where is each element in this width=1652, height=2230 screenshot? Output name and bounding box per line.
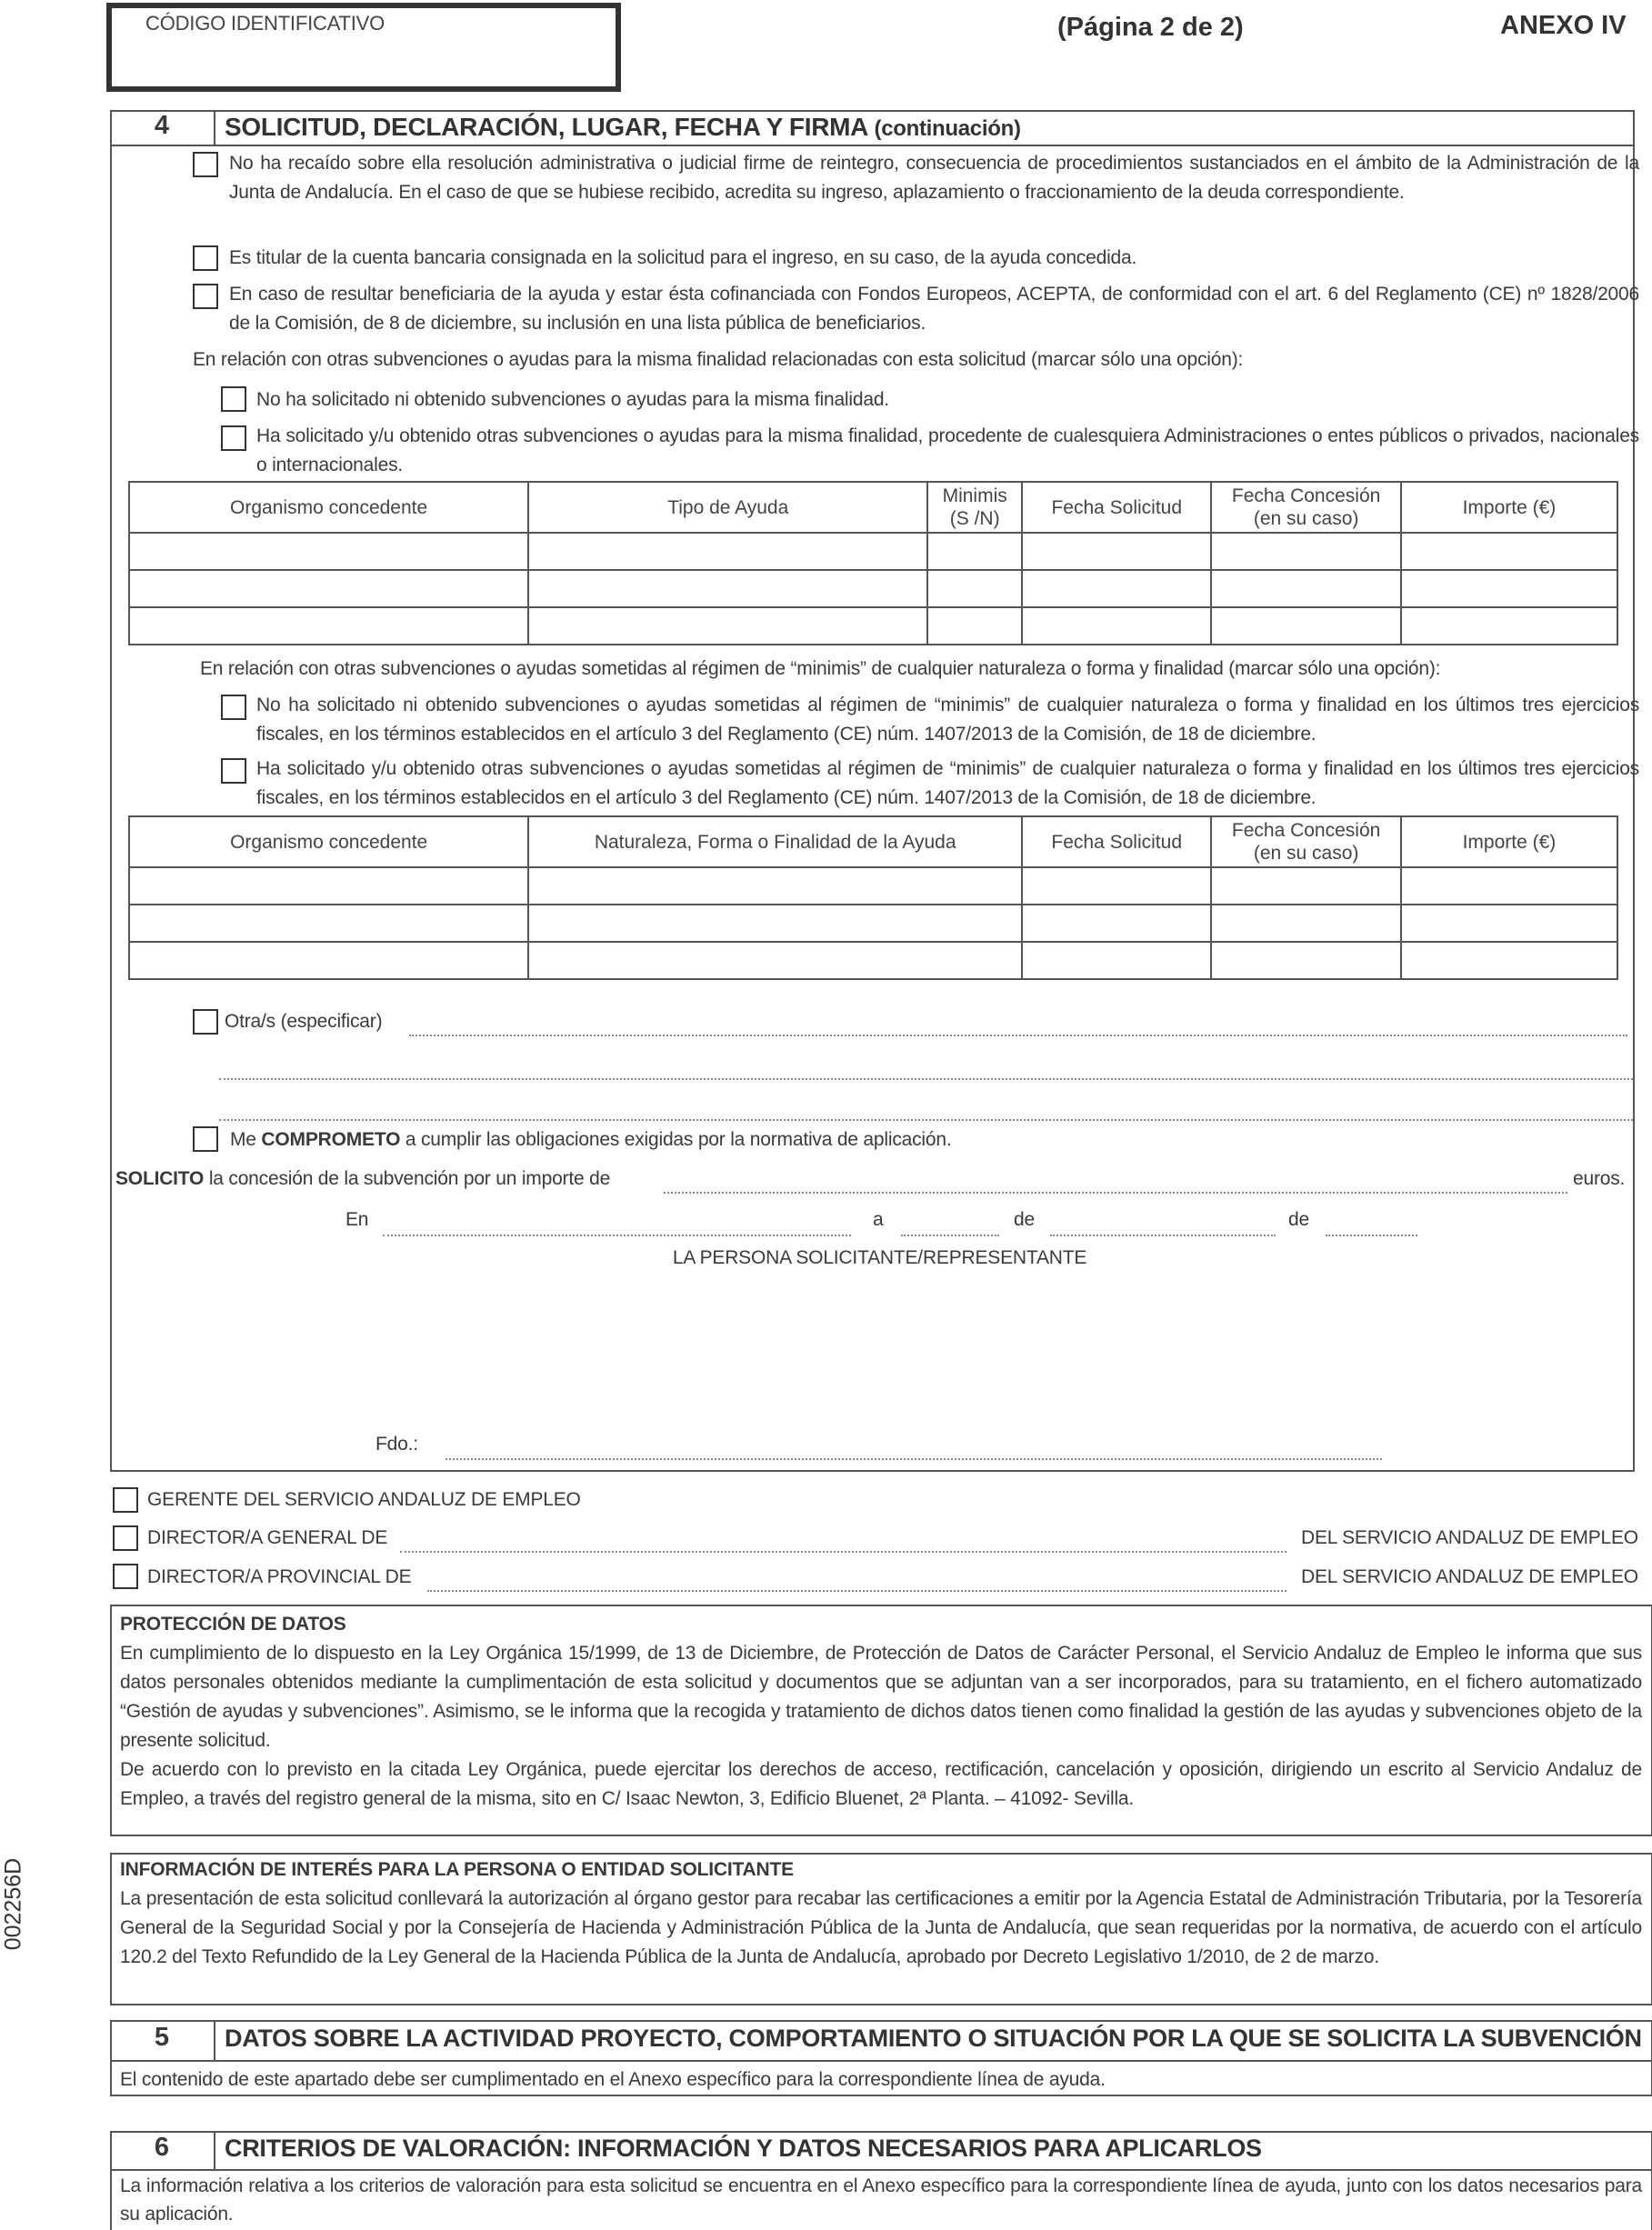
section-4-header-line xyxy=(110,145,1635,146)
declaration-cuenta-bancaria: Es titular de la cuenta bancaria consignada en la solicitud para el ingreso, en su caso, de la ayuda concedida. xyxy=(229,247,1137,268)
page-indicator: (Página 2 de 2) xyxy=(1057,13,1244,42)
checkbox-director-general[interactable] xyxy=(113,1525,138,1551)
informacion-p1: La presentación de esta solicitud conllevará la autorización al órgano gestor para recabar las certificaciones a emitir por la Agencia Estatal de Administración Tributaria, por la Tesorería General de la Seguridad Social y por la Consejería de Hacienda y Administración Pública de la Junta de Andalucía, que sean requeridas por la normativa, de acuerdo con el artículo 120.2 del Texto Refundido de la Ley General de la Hacienda Pública de la Junta de Andalucía, aprobado por Decreto Legislativo 1/2010, de 2 de marzo. xyxy=(120,1888,1642,1967)
informacion-title: INFORMACIÓN DE INTERÉS PARA LA PERSONA O ENTIDAD SOLICITANTE xyxy=(120,1859,794,1880)
codigo-label: CÓDIGO IDENTIFICATIVO xyxy=(145,12,385,35)
other-label: Otra/s (especificar) xyxy=(225,1011,383,1032)
declaration-fondos-europeos: En caso de resultar beneficiaria de la ayuda y estar ésta cofinanciada con Fondos Europeos, ACEPTA, de conformidad con el art. 6 del Reglamento (CE) nº 1828/2006 de la Comisión, de 8 de diciembre, su inclusión en una lista pública de beneficiarios. xyxy=(229,284,1639,334)
commitment-bold: COMPROMETO xyxy=(261,1129,401,1150)
proteccion-title: PROTECCIÓN DE DATOS xyxy=(120,1614,346,1635)
section-5-text: El contenido de este apartado debe ser cumplimentado en el Anexo específico para la correspondiente línea de ayuda. xyxy=(120,2069,1106,2090)
commitment-pre: Me xyxy=(230,1129,256,1150)
col-tipo-ayuda: Tipo de Ayuda xyxy=(528,482,927,533)
director-provincial-field[interactable] xyxy=(427,1590,1287,1592)
signer-label: LA PERSONA SOLICITANTE/REPRESENTANTE xyxy=(672,1247,1087,1268)
director-general-field[interactable] xyxy=(400,1551,1287,1553)
minimis-table xyxy=(128,815,1618,980)
section-5-number: 5 xyxy=(154,2023,170,2052)
section-5-title: DATOS SOBRE LA ACTIVIDAD PROYECTO, COMPORTAMIENTO O SITUACIÓN POR LA QUE SE SOLICITA LA SUBVENCIÓN xyxy=(225,2025,1642,2052)
place-de1-label: de xyxy=(1014,1209,1035,1230)
place-de2-label: de xyxy=(1288,1209,1309,1230)
checkbox-no-minimis[interactable] xyxy=(221,695,246,720)
minimis-intro: En relación con otras subvenciones o ayudas sometidas al régimen de “minimis” de cualquier naturaleza o forma y finalidad (marcar sólo una opción): xyxy=(200,658,1441,679)
option-otras-ayudas: Ha solicitado y/u obtenido otras subvenciones o ayudas para la misma finalidad, procedente de cualesquiera Administraciones o entes públicos o privados, nacionales o internacionales. xyxy=(256,425,1639,475)
col-importe: Importe (€) xyxy=(1401,816,1617,867)
place-field[interactable] xyxy=(383,1235,851,1236)
other-specify-line-3[interactable] xyxy=(219,1119,1633,1121)
section-6-header-divider xyxy=(214,2131,215,2169)
checkbox-compromiso[interactable] xyxy=(193,1126,218,1152)
importe-field[interactable] xyxy=(664,1192,1567,1194)
commitment-text xyxy=(230,1125,951,1155)
col-fecha-concesion-label: Fecha Concesión xyxy=(1231,820,1381,841)
declaration-no-reintegro: No ha recaído sobre ella resolución administrativa o judicial firme de reintegro, consecuencia de procedimientos sustanciados en el ámbito de la Administración de la Junta de Andalucía. En el caso de que se hubiese recibido, acredita su ingreso, aplazamiento o fraccionamiento de la deuda correspondiente. xyxy=(229,153,1639,203)
table-row[interactable] xyxy=(129,607,1617,645)
year-field[interactable] xyxy=(1326,1235,1417,1236)
recipient-gerente: GERENTE DEL SERVICIO ANDALUZ DE EMPLEO xyxy=(147,1489,581,1510)
table-row[interactable] xyxy=(129,533,1617,570)
option-no-minimis: No ha solicitado ni obtenido subvenciones o ayudas sometidas al régimen de “minimis” de cualquier naturaleza o forma y finalidad en los últimos tres ejercicios fiscales, en los términos establecidos en el artículo 3 del Reglamento (CE) núm. 1407/2013 de la Comisión, de 18 de diciembre. xyxy=(256,695,1639,745)
place-en-label: En xyxy=(345,1209,369,1230)
col-minimis-sub: (S /N) xyxy=(949,508,1000,529)
recipient-director-general: DIRECTOR/A GENERAL DE xyxy=(147,1527,388,1548)
solicito-bold: SOLICITO xyxy=(115,1168,205,1189)
solicito-text xyxy=(115,1165,610,1194)
col-fecha-solicitud: Fecha Solicitud xyxy=(1022,482,1211,533)
table-row[interactable] xyxy=(129,570,1617,607)
other-aid-intro: En relación con otras subvenciones o ayudas para la misma finalidad relacionadas con esta solicitud (marcar sólo una opción): xyxy=(193,349,1244,370)
annex-label: ANEXO IV xyxy=(1500,11,1627,40)
euros-label: euros. xyxy=(1573,1168,1626,1189)
section-5-header-line xyxy=(110,2060,1652,2062)
col-fecha-solicitud: Fecha Solicitud xyxy=(1022,816,1211,867)
section-6-number: 6 xyxy=(154,2133,170,2162)
section-4-header-divider xyxy=(214,110,215,146)
col-organismo: Organismo concedente xyxy=(129,482,528,533)
table-row[interactable] xyxy=(129,905,1617,942)
other-specify-line-1[interactable] xyxy=(409,1035,1627,1036)
checkbox-no-otras-ayudas[interactable] xyxy=(221,386,246,412)
month-field[interactable] xyxy=(1050,1235,1276,1236)
other-aid-table xyxy=(128,481,1618,645)
fdo-label: Fdo.: xyxy=(375,1434,418,1455)
section-6-text: La información relativa a los criterios de valoración para esta solicitud se encuentra en el Anexo específico para la correspondiente línea de ayuda, junto con los datos necesarios para su aplicación. xyxy=(120,2175,1642,2225)
col-minimis-label: Minimis xyxy=(942,485,1007,506)
proteccion-p1: En cumplimiento de lo dispuesto en la Ley Orgánica 15/1999, de 13 de Diciembre, de Protección de Datos de Carácter Personal, el Servicio Andaluz de Empleo le informa que sus datos personales obtenidos mediante la cumplimentación de esta solicitud y documentos que se adjuntan van a ser incorporados, para su tratamiento, en el fichero automatizado “Gestión de ayudas y subvenciones”. Asimismo, se le informa que la recogida y tratamiento de dichos datos tienen como finalidad la gestión de las ayudas y subvenciones objeto de la presente solicitud. xyxy=(120,1643,1642,1751)
col-minimis xyxy=(927,482,1022,533)
col-organismo: Organismo concedente xyxy=(129,816,528,867)
section-6-title: CRITERIOS DE VALORACIÓN: INFORMACIÓN Y DATOS NECESARIOS PARA APLICARLOS xyxy=(225,2135,1262,2162)
solicito-label: la concesión de la subvención por un importe de xyxy=(208,1168,611,1189)
section-4-title-text: SOLICITUD, DECLARACIÓN, LUGAR, FECHA Y FIRMA xyxy=(225,113,868,141)
col-fecha-concesion-sub: (en su caso) xyxy=(1253,508,1359,529)
day-field[interactable] xyxy=(901,1235,999,1236)
col-naturaleza: Naturaleza, Forma o Finalidad de la Ayuda xyxy=(528,816,1022,867)
checkbox-si-minimis[interactable] xyxy=(221,758,246,784)
table-row[interactable] xyxy=(129,942,1617,979)
section-5-header-divider xyxy=(214,2020,215,2060)
col-fecha-concesion xyxy=(1211,482,1400,533)
col-importe: Importe (€) xyxy=(1401,482,1617,533)
fdo-field[interactable] xyxy=(446,1458,1382,1460)
checkbox-gerente[interactable] xyxy=(113,1487,138,1513)
section-4-number: 4 xyxy=(154,111,170,140)
checkbox-no-reintegro[interactable] xyxy=(193,152,218,177)
checkbox-director-provincial[interactable] xyxy=(113,1564,138,1589)
col-fecha-concesion-sub: (en su caso) xyxy=(1253,843,1359,864)
checkbox-otras-ayudas[interactable] xyxy=(221,425,246,451)
recipient-director-provincial: DIRECTOR/A PROVINCIAL DE xyxy=(147,1566,412,1587)
option-si-minimis: Ha solicitado y/u obtenido otras subvenciones o ayudas sometidas al régimen de “minimis” de cualquier naturaleza o forma y finalidad en los últimos tres ejercicios fiscales, en los términos establecidos en el artículo 3 del Reglamento (CE) núm. 1407/2013 de la Comisión, de 18 de diciembre. xyxy=(256,758,1639,808)
table-row[interactable] xyxy=(129,867,1617,905)
col-fecha-concesion-label: Fecha Concesión xyxy=(1231,485,1381,506)
other-specify-line-2[interactable] xyxy=(219,1078,1633,1080)
recipient-suffix-1: DEL SERVICIO ANDALUZ DE EMPLEO xyxy=(1301,1527,1638,1548)
option-no-otras-ayudas: No ha solicitado ni obtenido subvenciones o ayudas para la misma finalidad. xyxy=(256,389,889,410)
commitment-post: a cumplir las obligaciones exigidas por la normativa de aplicación. xyxy=(405,1129,952,1150)
signature-area[interactable] xyxy=(345,1282,1382,1427)
checkbox-fondos-europeos[interactable] xyxy=(193,284,218,309)
side-code: 002256D xyxy=(0,1857,26,1951)
section-4-title-suffix: (continuación) xyxy=(874,116,1021,141)
place-a-label: a xyxy=(873,1209,884,1230)
section-4-title xyxy=(225,113,1021,142)
proteccion-p2: De acuerdo con lo previsto en la citada Ley Orgánica, puede ejercitar los derechos de acceso, rectificación, cancelación y oposición, dirigiendo un escrito al Servicio Andaluz de Empleo, a través del registro general de la misma, sito en C/ Isaac Newton, 3, Edificio Bluenet, 2ª Planta. – 41092- Sevilla. xyxy=(120,1759,1642,1809)
section-6-header-line xyxy=(110,2169,1652,2171)
checkbox-cuenta-bancaria[interactable] xyxy=(193,245,218,271)
col-fecha-concesion xyxy=(1211,816,1400,867)
recipient-suffix-2: DEL SERVICIO ANDALUZ DE EMPLEO xyxy=(1301,1566,1638,1587)
checkbox-otras[interactable] xyxy=(193,1009,218,1035)
